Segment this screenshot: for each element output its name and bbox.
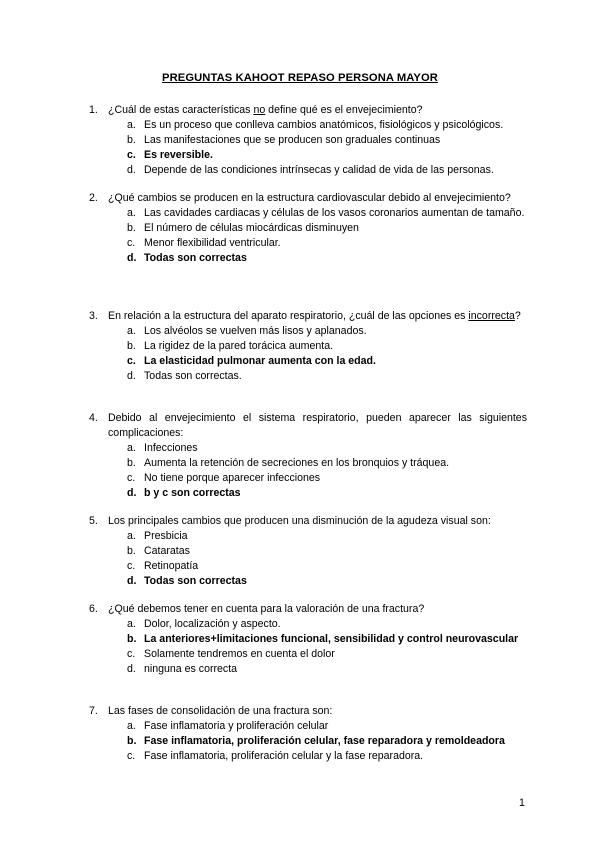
option-a: a. Los alvéolos se vuelven más lisos y aplanados.: [127, 325, 367, 337]
stem-text: ¿Cuál de estas características: [108, 104, 254, 116]
stem-text: En relación a la estructura del aparato respiratorio, ¿cuál de las opciones es: [108, 310, 469, 322]
option-b: b. Cataratas: [127, 545, 190, 557]
option-d: d. Todas son correctas.: [127, 370, 242, 382]
question-4: [89, 411, 527, 501]
question-stem: [89, 602, 527, 617]
option-b: b. Aumenta la retención de secreciones en los bronquios y tráquea.: [127, 457, 450, 469]
question-stem: [89, 411, 527, 441]
option-c: c. Menor flexibilidad ventricular.: [127, 237, 281, 249]
question-stem: [89, 514, 527, 529]
question-2: [89, 191, 527, 266]
stem-underlined: no: [253, 104, 266, 116]
document-title: PREGUNTAS KAHOOT REPASO PERSONA MAYOR: [162, 72, 438, 84]
stem-text: ¿Qué debemos tener en cuenta para la valoración de una fractura?: [108, 603, 425, 615]
option-b: b. Las manifestaciones que se producen son graduales continuas: [127, 134, 441, 146]
option-c: c. Fase inflamatoria, proliferación celular y la fase reparadora.: [127, 750, 424, 762]
option-b: b. La rigidez de la pared torácica aumenta.: [127, 340, 334, 352]
question-number: 1.: [89, 104, 98, 116]
option-c: c. No tiene porque aparecer infecciones: [127, 472, 321, 484]
option-a: a. Infecciones: [127, 442, 198, 454]
option-b-correct: b. Fase inflamatoria, proliferación celular, fase reparadora y remoldeadora: [127, 735, 505, 747]
option-d-correct: d. Todas son correctas: [127, 252, 247, 264]
question-1: [89, 103, 527, 178]
stem-text: Los principales cambios que producen una disminución de la agudeza visual son:: [108, 515, 491, 527]
question-number: 5.: [89, 515, 98, 527]
question-number: 6.: [89, 603, 98, 615]
option-a: a. Es un proceso que conlleva cambios anatómicos, fisiológicos y psicológicos.: [127, 119, 504, 131]
question-stem: [89, 309, 527, 324]
question-5: [89, 514, 527, 589]
option-c-correct: c. Es reversible.: [127, 149, 213, 161]
option-d: d. ninguna es correcta: [127, 663, 238, 675]
option-b: b. El número de células miocárdicas disminuyen: [127, 222, 359, 234]
option-a: a. Presbicia: [127, 530, 188, 542]
option-a: a. Dolor, localización y aspecto.: [127, 618, 281, 630]
question-stem: [89, 191, 527, 206]
question-number: 3.: [89, 310, 98, 322]
option-d-correct: d. Todas son correctas: [127, 575, 247, 587]
page-number: 1: [519, 797, 525, 809]
stem-text: Debido al envejecimiento el sistema respiratorio, pueden aparecer las siguientes complicaciones:: [108, 412, 527, 439]
stem-text: ¿Qué cambios se producen en la estructura cardiovascular debido al envejecimiento?: [108, 192, 511, 204]
stem-text: Las fases de consolidación de una fractura son:: [108, 705, 333, 717]
option-d-correct: d. b y c son correctas: [127, 487, 241, 499]
option-d: d. Depende de las condiciones intrínsecas y calidad de vida de las personas.: [127, 164, 494, 176]
stem-text-end: define qué es el envejecimiento?: [265, 104, 423, 116]
stem-text-end: ?: [514, 310, 521, 322]
option-c: c. Retinopatía: [127, 560, 199, 572]
question-stem: [89, 704, 527, 719]
question-7: [89, 704, 527, 764]
question-3: [89, 309, 527, 384]
option-a: a. Las cavidades cardiacas y células de los vasos coronarios aumentan de tamaño.: [127, 207, 525, 219]
question-number: 7.: [89, 705, 98, 717]
option-c: c. Solamente tendremos en cuenta el dolor: [127, 648, 335, 660]
question-number: 2.: [89, 192, 98, 204]
option-b-correct: b. La anteriores+limitaciones funcional, sensibilidad y control neurovascular: [127, 633, 519, 645]
question-stem: [89, 103, 527, 118]
option-c-correct: c. La elasticidad pulmonar aumenta con la edad.: [127, 355, 376, 367]
question-number: 4.: [89, 412, 98, 424]
option-a: a. Fase inflamatoria y proliferación celular: [127, 720, 329, 732]
question-6: [89, 602, 527, 677]
stem-underlined: incorrecta: [468, 310, 515, 322]
